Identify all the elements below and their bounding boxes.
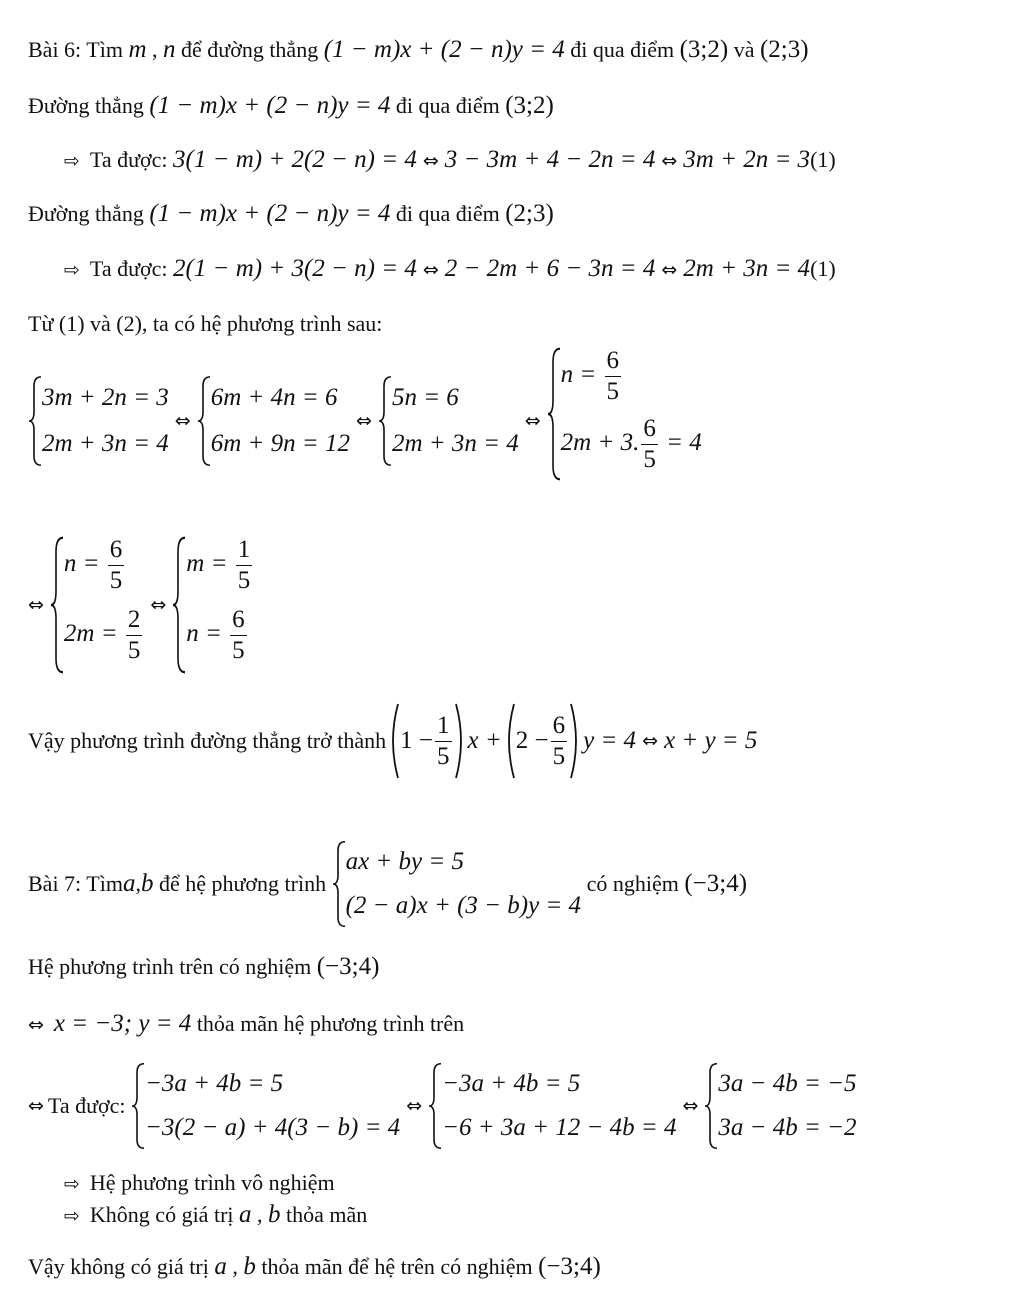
text: đi qua điểm — [390, 93, 506, 118]
denominator: 5 — [127, 637, 141, 664]
denominator: 5 — [109, 567, 123, 594]
row: ax + by = 5 — [345, 848, 465, 875]
text: thỏa mãn — [280, 1202, 368, 1227]
equiv-icon: ⇔ — [28, 1014, 44, 1036]
system-b — [428, 1062, 676, 1150]
text: thỏa mãn hệ phương trình trên — [191, 1011, 465, 1036]
text: , — [135, 871, 141, 896]
equiv-icon: ⇔ — [661, 259, 678, 281]
system-chain-1 — [28, 347, 702, 482]
system-4 — [547, 346, 702, 482]
numerator: 6 — [551, 711, 568, 742]
bai7-title — [28, 840, 747, 928]
denominator: 5 — [552, 742, 566, 770]
row: 3a − 4b = −2 — [718, 1114, 857, 1141]
bai7-res2 — [64, 1201, 367, 1229]
bai6-line1 — [28, 92, 554, 120]
text: thỏa mãn để hệ trên có nghiệm — [255, 1254, 539, 1279]
equation: 2m + 3n = 4 — [683, 255, 811, 282]
equiv-icon: ⇔ — [28, 1095, 44, 1117]
brace-icon — [50, 535, 64, 675]
row: −6 + 3a + 12 − 4b = 4 — [442, 1114, 677, 1141]
bai7-line2 — [28, 1010, 464, 1038]
row: (2 − a)x + (3 − b)y = 4 — [345, 892, 582, 919]
text: y = 4 — [583, 727, 637, 754]
text: m = — [186, 550, 234, 578]
system-c — [704, 1062, 856, 1150]
row: −3(2 − a) + 4(3 − b) = 4 — [145, 1114, 401, 1141]
equiv-icon: ⇔ — [406, 1095, 423, 1117]
right-paren-icon — [454, 702, 468, 780]
bai6-step2 — [64, 255, 836, 283]
text: , — [146, 37, 163, 62]
row: 3m + 2n = 3 — [42, 384, 169, 411]
text: Vậy phương trình đường thẳng trở thành — [28, 728, 387, 753]
left-paren-icon — [386, 702, 400, 780]
bai6-title — [28, 36, 809, 64]
fraction — [605, 346, 622, 407]
fraction — [108, 535, 125, 596]
text: Vậy không có giá trị — [28, 1254, 215, 1279]
text: đi qua điểm — [564, 37, 680, 62]
tag: (1) — [810, 147, 836, 172]
equiv-icon: ⇔ — [422, 150, 439, 172]
text: 2 − — [515, 727, 549, 754]
system-3 — [378, 375, 519, 467]
brace-icon — [378, 375, 392, 467]
system-title — [332, 840, 581, 928]
point: (3;2) — [679, 36, 729, 63]
implies-icon: ⇨ — [64, 1173, 80, 1195]
text: n = — [560, 361, 603, 389]
point: (2;3) — [759, 36, 809, 63]
bai7-step — [28, 1062, 857, 1150]
row — [561, 346, 702, 414]
text: có nghiệm — [581, 871, 685, 896]
equation: (1 − m)x + (2 − n)y = 4 — [149, 92, 391, 119]
var-m: m — [128, 36, 147, 63]
right-paren-icon — [569, 702, 583, 780]
text: Bài 6: Tìm — [28, 37, 129, 62]
row: 3a − 4b = −5 — [718, 1070, 857, 1097]
system-2 — [197, 375, 350, 467]
system-a — [131, 1062, 400, 1150]
row — [186, 535, 254, 605]
text: , — [251, 1202, 269, 1227]
equation: 3m + 2n = 3 — [683, 146, 811, 173]
implies-icon: ⇨ — [64, 259, 80, 281]
left-paren-icon — [502, 702, 516, 780]
var-a: a — [214, 1253, 227, 1280]
text: Ta được: — [89, 256, 174, 281]
text: Đường thẳng — [28, 201, 150, 226]
equation: 3 − 3m + 4 − 2n = 4 — [444, 146, 656, 173]
point: (−3;4) — [684, 870, 748, 897]
bai6-conclusion — [28, 702, 757, 780]
equiv-icon: ⇔ — [422, 259, 439, 281]
equation: 2(1 − m) + 3(2 − n) = 4 — [173, 255, 417, 282]
row — [561, 414, 702, 482]
equation: 3(1 − m) + 2(2 − n) = 4 — [173, 146, 417, 173]
numerator: 2 — [126, 605, 143, 636]
text: Hệ phương trình trên có nghiệm — [28, 954, 317, 979]
brace-icon — [704, 1062, 718, 1150]
text: Bài 7: Tìm — [28, 871, 123, 896]
numerator: 6 — [108, 535, 125, 566]
denominator: 5 — [643, 446, 656, 473]
fraction — [236, 535, 253, 596]
text: n = — [63, 550, 106, 578]
equation: (1 − m)x + (2 − n)y = 4 — [323, 36, 565, 63]
implies-icon: ⇨ — [64, 1205, 80, 1227]
text: Hệ phương trình vô nghiệm — [89, 1170, 335, 1195]
text: 2m = — [63, 620, 124, 648]
row: 6m + 4n = 6 — [210, 384, 338, 411]
row — [186, 605, 254, 675]
var-b: b — [268, 1201, 281, 1228]
point: (−3;4) — [538, 1253, 601, 1280]
text: n = — [186, 620, 229, 648]
equiv-icon: ⇔ — [682, 1095, 699, 1117]
fraction — [551, 711, 568, 772]
denominator: 5 — [437, 742, 450, 770]
equation: (1 − m)x + (2 − n)y = 4 — [149, 200, 391, 227]
point: (2;3) — [505, 200, 554, 227]
brace-icon — [172, 535, 186, 675]
point: (3;2) — [505, 92, 554, 119]
text: Đường thẳng — [28, 93, 150, 118]
denominator: 5 — [606, 378, 620, 405]
numerator: 6 — [641, 414, 658, 445]
text: , — [226, 1254, 244, 1279]
row: −3a + 4b = 5 — [442, 1070, 581, 1097]
row: 2m + 3n = 4 — [42, 430, 169, 457]
row: 5n = 6 — [391, 384, 459, 411]
bai7-res1 — [64, 1170, 335, 1196]
var-b: b — [140, 870, 154, 897]
point: (−3;4) — [316, 953, 380, 980]
row: 2m + 3n = 4 — [391, 430, 519, 457]
equiv-icon: ⇔ — [174, 410, 191, 432]
brace-icon — [197, 375, 211, 467]
var-a: a — [239, 1201, 252, 1228]
text: để hệ phương trình — [153, 871, 332, 896]
equation: x = −3; y = 4 — [53, 1010, 192, 1037]
var-n: n — [163, 36, 176, 63]
fraction — [435, 711, 452, 772]
fraction — [230, 605, 247, 666]
numerator: 1 — [236, 535, 253, 566]
brace-icon — [131, 1062, 145, 1150]
equiv-icon: ⇔ — [642, 730, 658, 752]
brace-icon — [547, 346, 561, 482]
equiv-icon: ⇔ — [661, 150, 678, 172]
row: 6m + 9n = 12 — [210, 430, 351, 457]
numerator: 6 — [230, 605, 247, 636]
text: x + — [467, 727, 502, 754]
var-b: b — [243, 1253, 256, 1280]
equiv-icon: ⇔ — [524, 410, 541, 432]
brace-icon — [428, 1062, 442, 1150]
equation: 2 − 2m + 6 − 3n = 4 — [444, 255, 656, 282]
system-1 — [28, 375, 169, 467]
bai6-from — [28, 311, 382, 337]
text: để đường thẳng — [175, 37, 324, 62]
equiv-icon: ⇔ — [28, 594, 44, 616]
bai6-step1 — [64, 146, 836, 174]
text: Không có giá trị — [89, 1202, 240, 1227]
equation: x + y = 5 — [663, 727, 758, 754]
denominator: 5 — [237, 567, 251, 594]
var-a: a — [122, 870, 136, 897]
brace-icon — [332, 840, 346, 928]
text: 2m + 3. — [560, 429, 640, 457]
row — [64, 605, 144, 675]
row — [64, 535, 144, 605]
system-5 — [50, 535, 144, 675]
brace-icon — [28, 375, 42, 467]
text: Ta được: — [47, 1093, 132, 1118]
equiv-icon: ⇔ — [356, 410, 372, 432]
text: đi qua điểm — [390, 201, 506, 226]
numerator: 6 — [605, 346, 622, 377]
text: Từ (1) và (2), ta có hệ phương trình sau: — [28, 311, 383, 336]
fraction — [641, 414, 658, 475]
bai7-final — [28, 1253, 601, 1281]
text: = 4 — [659, 429, 702, 457]
implies-icon: ⇨ — [64, 150, 80, 172]
bai6-line2 — [28, 200, 554, 228]
bai7-line1 — [28, 953, 379, 981]
text: Ta được: — [89, 147, 174, 172]
equiv-icon: ⇔ — [150, 594, 167, 616]
text: 1 − — [400, 727, 434, 754]
system-chain-2 — [28, 535, 254, 675]
numerator: 1 — [435, 711, 452, 742]
fraction — [126, 605, 143, 666]
text: và — [728, 37, 760, 62]
denominator: 5 — [232, 637, 245, 664]
tag: (1) — [810, 256, 836, 281]
row: −3a + 4b = 5 — [145, 1070, 284, 1097]
system-6 — [172, 535, 254, 675]
